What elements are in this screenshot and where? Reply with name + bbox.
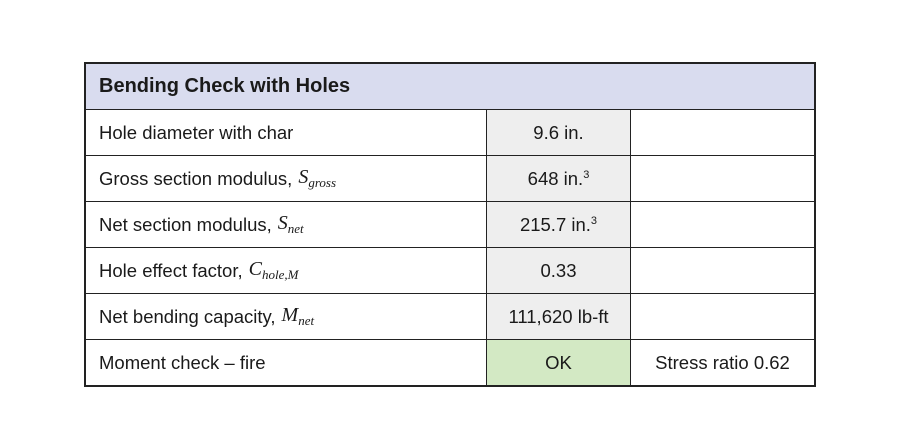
row-value: 9.6 in.	[487, 110, 631, 155]
row-note	[631, 294, 814, 339]
row-label: Hole effect factor, $C_{hole,M}$	[86, 248, 487, 293]
row-value: 648 in.$^3$	[487, 156, 631, 201]
row-note	[631, 202, 814, 247]
row-note	[631, 110, 814, 155]
row-note	[631, 156, 814, 201]
table-row-gross-section-modulus	[86, 156, 814, 202]
row-label: Gross section modulus, $S_{gross}$	[86, 156, 487, 201]
row-label: Moment check – fire	[86, 340, 487, 385]
table-row-moment-check	[86, 340, 814, 385]
symbol-c-hole-m: $C_{hole,M}$	[248, 258, 299, 282]
row-value: 0.33	[487, 248, 631, 293]
table-row-net-section-modulus	[86, 202, 814, 248]
row-note	[631, 248, 814, 293]
row-label: Net bending capacity, $M_{net}$	[86, 294, 487, 339]
table-row-net-bending-capacity	[86, 294, 814, 340]
status-ok-cell: OK	[487, 340, 631, 385]
symbol-m-net: $M_{net}$	[281, 304, 315, 328]
row-value: 215.7 in.$^3$	[487, 202, 631, 247]
table-row-hole-effect-factor	[86, 248, 814, 294]
row-label: Net section modulus, $S_{net}$	[86, 202, 487, 247]
bending-check-table	[84, 62, 816, 387]
row-value: 111,620 lb-ft	[487, 294, 631, 339]
symbol-s-net: $S_{net}$	[277, 212, 304, 236]
table-title: Bending Check with Holes	[86, 64, 814, 110]
table-row-hole-diameter	[86, 110, 814, 156]
row-label: Hole diameter with char	[86, 110, 487, 155]
symbol-s-gross: $S_{gross}$	[298, 166, 337, 190]
stress-ratio-note: Stress ratio 0.62	[655, 351, 790, 373]
